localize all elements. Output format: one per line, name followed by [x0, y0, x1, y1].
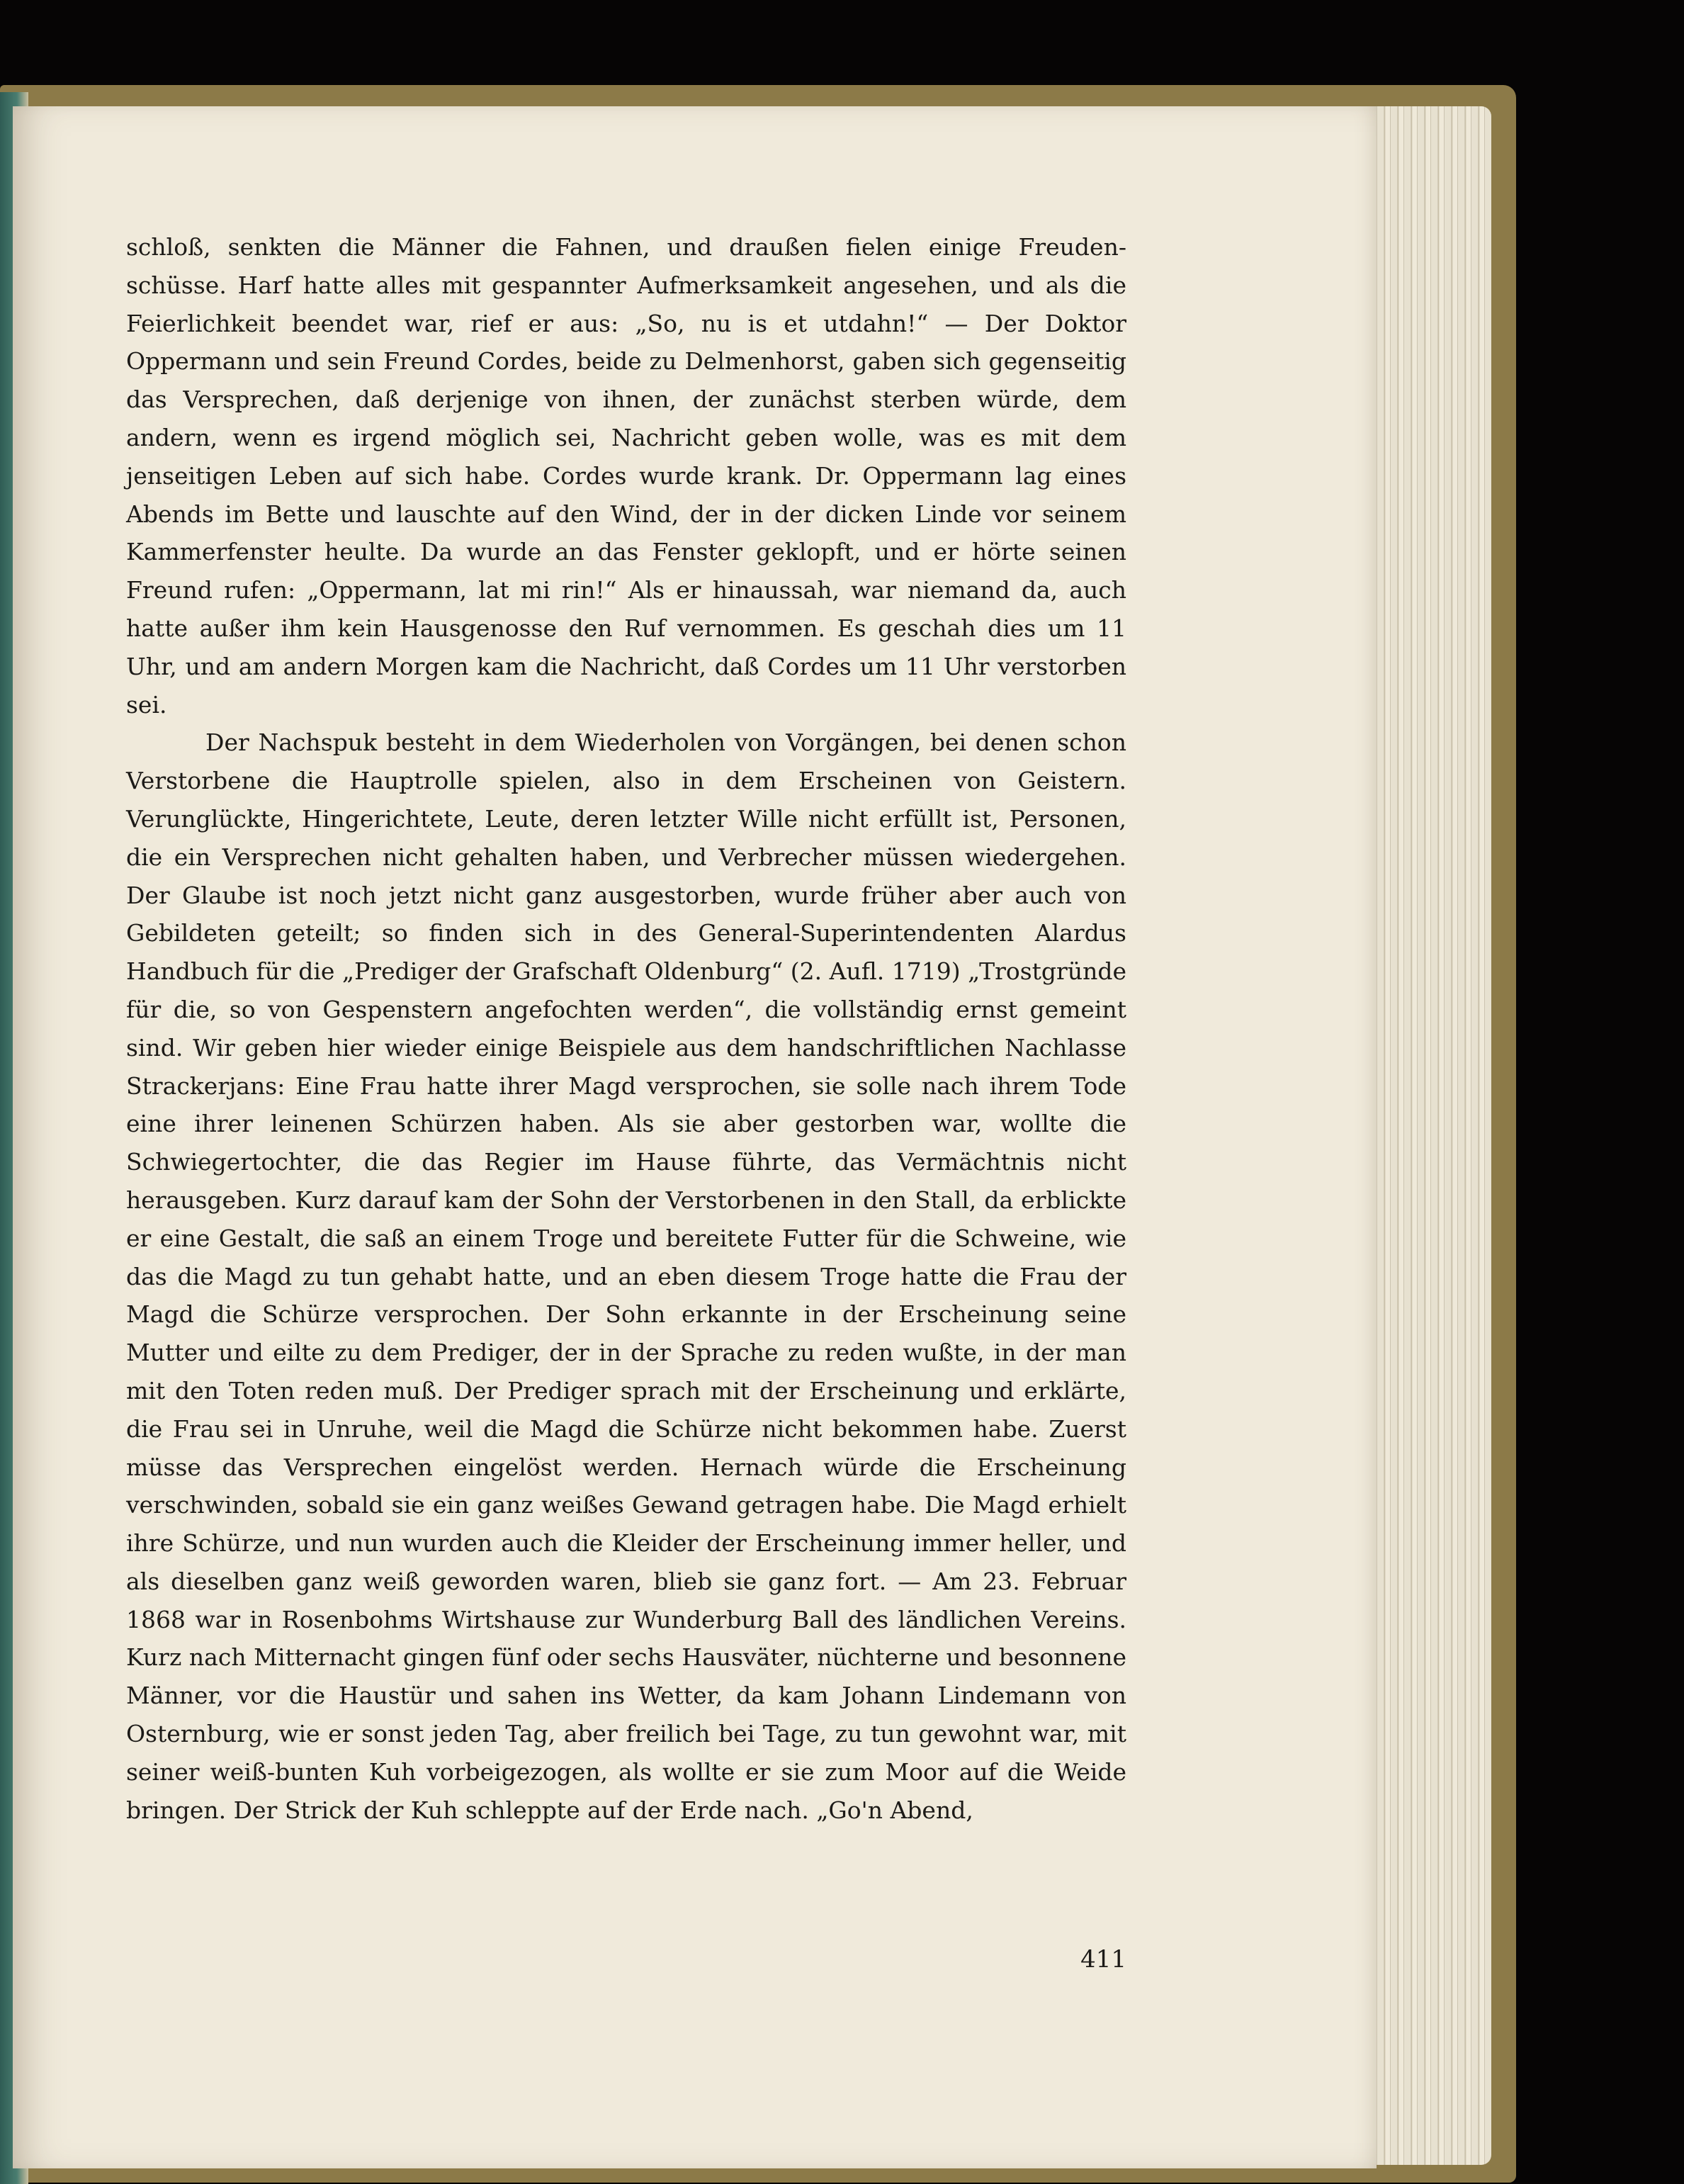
body-text [126, 228, 1126, 1829]
page-edges [1364, 106, 1491, 2165]
paragraph: Der Nachspuk besteht in dem Wiederholen von Vorgängen, bei denen schon Verstorbene die Hauptrolle spielen, also in dem Erscheinen von Geistern. Verunglückte, Hingerichtete, Leute, deren letzter Wille nicht erfüllt ist, Personen, die ein Versprechen nicht gehalten haben, und Verbrecher müssen wiedergehen. Der Glaube ist noch jetzt nicht ganz ausgestorben, wurde früher aber auch von Gebildeten geteilt; so finden sich in des General-Superintendenten Alardus Handbuch für die „Prediger der Grafschaft Oldenburg“ (2. Aufl. 1719) „Trostgründe für die, so von Gespenstern angefochten werden“, die vollständig ernst gemeint sind. Wir geben hier wieder einige Beispiele aus dem handschriftlichen Nachlasse Strackerjans: Eine Frau hatte ihrer Magd versprochen, sie solle nach ihrem Tode eine ihrer leinenen Schürzen haben. Als sie aber gestorben war, wollte die Schwiegertochter, die das Regier im Hause führte, das Vermächtnis nicht herausgeben. Kurz darauf kam der Sohn der Verstorbenen in den Stall, da erblickte er eine Gestalt, die saß an einem Troge und bereitete Futter für die Schweine, wie das die Magd zu tun gehabt hatte, und an eben diesem Troge hatte die Frau der Magd die Schürze versprochen. Der Sohn erkannte in der Erscheinung seine Mutter und eilte zu dem Prediger, der in der Sprache zu reden wußte, in der man mit den Toten reden muß. Der Prediger sprach mit der Erscheinung und erklärte, die Frau sei in Unruhe, weil die Magd die Schürze nicht bekommen habe. Zuerst müsse das Versprechen eingelöst werden. Hernach würde die Erscheinung verschwinden, sobald sie ein ganz weißes Gewand getragen habe. Die Magd erhielt ihre Schürze, und nun wurden auch die Kleider der Erscheinung immer heller, und als dieselben ganz weiß geworden waren, blieb sie ganz fort. — Am 23. Februar 1868 war in Rosenbohms Wirtshause zur Wunderburg Ball des ländlichen Vereins. Kurz nach Mitternacht gingen fünf oder sechs Hausväter, nüchterne und besonnene Männer, vor die Haustür und sahen ins Wetter, da kam Johann Lindemann von Osternburg, wie er sonst jeden Tag, aber freilich bei Tage, zu tun gewohnt war, mit seiner weiß-bunten Kuh vorbeigezogen, als wollte er sie zum Moor auf die Weide bringen. Der Strick der Kuh schleppte auf der Erde nach. „Go'n Abend, [126, 728, 1126, 1824]
page-number: 411 [1080, 1945, 1126, 1974]
paragraph: schloß, senkten die Männer die Fahnen, und draußen fielen einige Freuden-schüsse. Harf hatte alles mit gespannter Aufmerksamkeit angesehen, und als die Feierlichkeit beendet war, rief er aus: „So, nu is et utdahn!“ — Der Doktor Oppermann und sein Freund Cordes, beide zu Delmenhorst, gaben sich gegenseitig das Versprechen, daß derjenige von ihnen, der zunächst sterben würde, dem andern, wenn es irgend möglich sei, Nachricht geben wolle, was es mit dem jenseitigen Leben auf sich habe. Cordes wurde krank. Dr. Oppermann lag eines Abends im Bette und lauschte auf den Wind, der in der dicken Linde vor seinem Kammerfenster heulte. Da wurde an das Fenster geklopft, und er hörte seinen Freund rufen: „Oppermann, lat mi rin!“ Als er hinaussah, war niemand da, auch hatte außer ihm kein Hausgenosse den Ruf vernommen. Es geschah dies um 11 Uhr, und am andern Morgen kam die Nachricht, daß Cordes um 11 Uhr verstorben sei. [126, 233, 1126, 719]
